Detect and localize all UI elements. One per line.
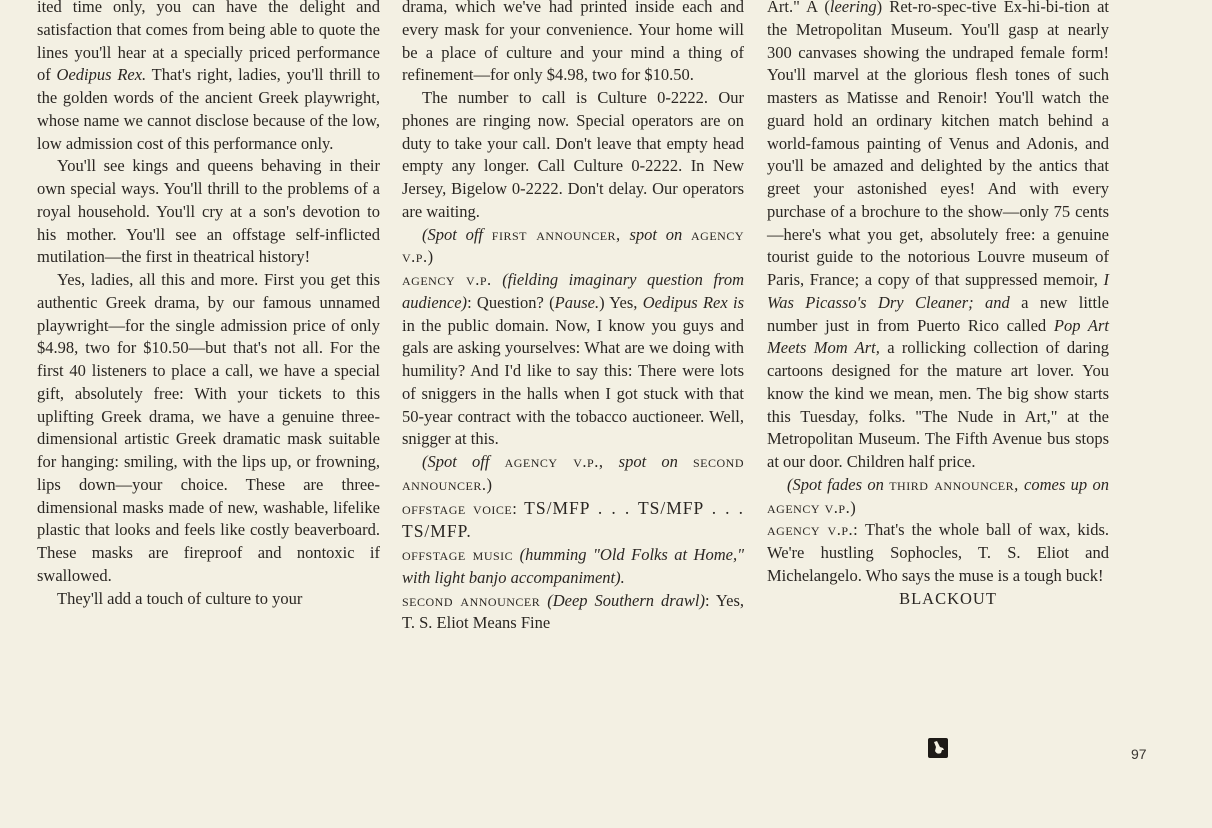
text: ) — [850, 497, 856, 517]
stage-direction: leering — [829, 0, 877, 16]
text: Art." A ( — [767, 0, 830, 16]
play-title: Oedipus Rex. — [56, 65, 147, 85]
column-2 — [402, 0, 744, 635]
rabbit-head-icon — [928, 738, 948, 758]
text: (Spot off — [422, 452, 505, 471]
book-title: I Was Picasso's Dry Cleaner; and — [767, 270, 1109, 312]
stage-direction: (fielding imaginary question from audience) — [402, 270, 745, 312]
dialogue — [402, 497, 744, 545]
speaker: second announcer. — [402, 452, 745, 494]
paragraph: drama, which we've had printed inside each and every mask for your convenience. Your home will be a place of culture and your mind a thing of refinement—for only $4.98, two for $10.50. — [402, 0, 744, 85]
text: ited time only, you can have the delight and satisfaction that comes from being able to quote the lines you'll hear at a specially priced performance of — [37, 0, 380, 85]
paragraph: They'll add a touch of culture to your — [57, 588, 303, 608]
stage-direction — [767, 474, 1109, 520]
stage-direction — [402, 451, 744, 497]
speaker-label: offstage voice: — [402, 498, 518, 518]
dialogue — [402, 590, 744, 636]
speaker-label: second announcer — [402, 590, 541, 610]
text: TS/MFP . . . TS/MFP . . . TS/MFP. — [402, 497, 745, 542]
rabbit-head-glyph — [928, 738, 948, 758]
dialogue — [767, 519, 1109, 587]
text: ) — [486, 474, 492, 494]
speaker: agency v.p., — [504, 452, 604, 471]
dialogue — [402, 269, 744, 451]
text: ) Ret-ro-spec-tive Ex-hi-bi-tion at the Metropolitan Museum. You'll gasp at nearly 300 canvases showing the undraped female form! You'll marvel at the glorious flesh tones of such masters as Matisse and Renoir! You'll watch the guard hold an ordinary kitchen match behind a world-famous painting of Venus and Adonis, and you'll be amazed and delighted by the antics that greet your astonished eyes! And with every purchase of a brochure to the show—only 75 cents—here's what you get, absolutely free: a genuine tourist guide to the notorious Louvre museum of Paris, France; a copy of that suppressed memoir, — [767, 0, 1109, 289]
blackout-heading: BLACKOUT — [899, 588, 997, 608]
text: a new little number just in from Puerto Rico called — [767, 292, 1109, 335]
paragraph: Yes, ladies, all this and more. First you get this authentic Greek drama, by our famous unnamed playwright—for the single admission price of only $4.98, two for $10.50—but that's not all. For the first 40 listeners to place a call, we have a special gift, absolutely free: With your tickets to this uplifting Greek drama, we have a genuine three-dimensional artistic Greek dramatic mask suitable for hanging: smiling, with the lips up, or frowning, lips down—your choice. These are three-dimensional masks made of new, washable, lifelike plastic that looks and feels like costly beaverboard. These masks are fireproof and nontoxic if swallowed. — [37, 270, 380, 585]
play-title: Oedipus Rex is — [642, 292, 744, 312]
text: : Yes, T. S. Eliot Means Fine — [402, 590, 745, 633]
paragraph — [37, 0, 380, 155]
text: spot on — [603, 452, 693, 471]
speaker-label: agency v.p.: — [767, 520, 859, 540]
column-1 — [37, 0, 380, 610]
paragraph: You'll see kings and queens behaving in their own special ways. You'll thrill to the problems of a royal household. You'll cry at a son's devotion to his mother. You'll see an offstage self-inflicted mutilation—the first in theatrical history! — [37, 156, 380, 267]
text: ) Yes, — [599, 292, 643, 312]
speaker: first announcer, — [491, 224, 621, 244]
paragraph: The number to call is Culture 0-2222. Our phones are ringing now. Special operators are on duty to take your call. Don't leave that empty head empty any longer. Call Culture 0-2222. In New Jersey, Bigelow 0-2222. Don't delay. Our operators are waiting. — [402, 88, 744, 221]
page-number: 97 — [1131, 746, 1147, 762]
stage-direction: (Deep Southern drawl) — [547, 590, 705, 610]
text: spot on — [620, 224, 691, 244]
speaker-label: offstage music — [402, 545, 514, 564]
text: That's right, ladies, you'll thrill to the golden words of the ancient Greek playwright, whose name we cannot disclose because of the low, low admission cost of this performance only. — [37, 65, 380, 153]
text: comes up on — [1018, 474, 1109, 494]
stage-direction: (humming "Old Folks at Home," with light banjo accompaniment). — [402, 545, 744, 587]
text: in the public domain. Now, I know you guys and gals are asking yourselves: What are we doing with humility? And I'd like to say this: There were lots of sniggers in the halls when I got stuck with that 50-year contract with the tobacco auctioneer. Well, snigger at this. — [402, 315, 744, 449]
paragraph — [767, 0, 1109, 474]
speaker: agency v.p. — [402, 224, 744, 267]
text: (Spot off — [422, 224, 492, 244]
text: (Spot fades on — [787, 474, 890, 494]
stage-direction — [402, 224, 744, 270]
speaker: third announcer, — [889, 474, 1019, 494]
column-3 — [767, 0, 1109, 610]
text: : Question? ( — [467, 292, 555, 312]
text: That's the whole ball of wax, kids. We're hustling Sophocles, T. S. Eliot and Michelangelo. Who says the muse is a tough buck! — [767, 520, 1109, 585]
text: a rollicking collection of daring cartoons designed for the mature art lover. You know the kind we mean, men. The big show starts this Tuesday, folks. "The Nude in Art," at the Metropolitan Museum. The Fifth Avenue bus stops at our door. Children half price. — [767, 338, 1109, 471]
dialogue — [402, 544, 744, 590]
book-title: Pop Art Meets Mom Art, — [767, 315, 1110, 358]
stage-direction: Pause. — [554, 292, 600, 312]
speaker-label: agency v.p. — [402, 270, 492, 289]
text: ) — [427, 247, 434, 267]
speaker: agency v.p. — [767, 497, 851, 517]
